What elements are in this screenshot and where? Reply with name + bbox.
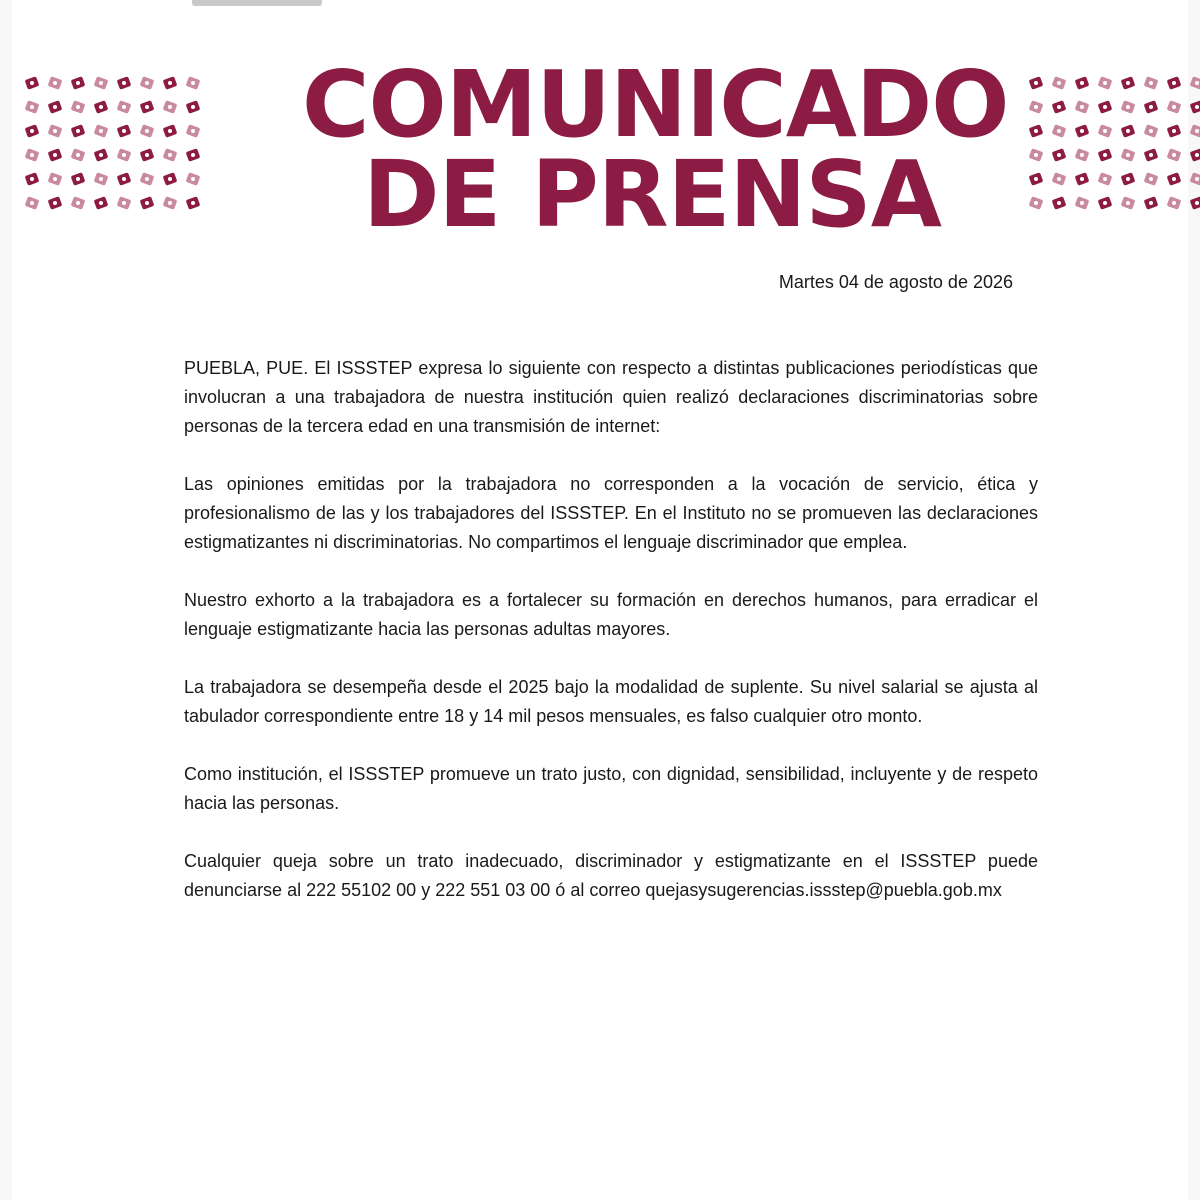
paragraph-exhortation: Nuestro exhorto a la trabajadora es a fortalecer su formación en derechos humanos, para erradicar el lenguaje estigmatizante hacia las personas adultas mayores. — [184, 590, 1038, 639]
paragraph-institution: Como institución, el ISSSTEP promueve un trato justo, con dignidad, sensibilidad, incluyente y de respeto hacia las personas. — [184, 764, 1038, 813]
pattern-motif — [1121, 148, 1136, 162]
pattern-motif — [117, 76, 132, 90]
top-logo-remnant — [192, 0, 322, 6]
pattern-motif — [1075, 196, 1090, 210]
pattern-motif — [1144, 172, 1159, 186]
pattern-motif — [1167, 172, 1182, 186]
pattern-motif — [163, 100, 178, 114]
pattern-motif — [1098, 172, 1113, 186]
pattern-motif — [1098, 196, 1113, 210]
pattern-motif — [1098, 100, 1113, 114]
pattern-motif — [1167, 196, 1182, 210]
pattern-motif — [1098, 148, 1113, 162]
paragraph-complaints: Cualquier queja sobre un trato inadecuado, discriminador y estigmatizante en el ISSSTEP puede denunciarse al 222 55102 00 y 222 551 03 00 ó al correo quejasysugerencias.issstep@puebla.gob.mx — [184, 851, 1038, 900]
pattern-motif — [1052, 172, 1067, 186]
pattern-motif — [1167, 76, 1182, 90]
pattern-motif — [48, 76, 63, 90]
pattern-motif — [140, 124, 155, 138]
pattern-motif — [163, 76, 178, 90]
pattern-motif — [117, 172, 132, 186]
release-body — [184, 354, 1038, 905]
pattern-motif — [94, 196, 109, 210]
pattern-motif — [1075, 100, 1090, 114]
pattern-motif — [71, 172, 86, 186]
pattern-motif — [1190, 172, 1200, 186]
paragraph-salary: La trabajadora se desempeña desde el 2025 bajo la modalidad de suplente. Su nivel salarial se ajusta al tabulador correspondiente entre 18 y 14 mil pesos mensuales, es falso cualquier otro monto. — [184, 677, 1038, 726]
pattern-motif — [25, 100, 40, 114]
pattern-motif — [1029, 172, 1044, 186]
pattern-motif — [48, 172, 63, 186]
pattern-motif — [186, 196, 201, 210]
pattern-motif — [1098, 124, 1113, 138]
pattern-motif — [1052, 100, 1067, 114]
pattern-motif — [71, 124, 86, 138]
pattern-motif — [94, 148, 109, 162]
pattern-motif — [1029, 124, 1044, 138]
pattern-motif — [1029, 100, 1044, 114]
pattern-motif — [186, 124, 201, 138]
pattern-motif — [48, 124, 63, 138]
pattern-motif — [1121, 76, 1136, 90]
pattern-motif — [94, 172, 109, 186]
pattern-motif — [71, 100, 86, 114]
pattern-motif — [1144, 148, 1159, 162]
pattern-motif — [140, 196, 155, 210]
pattern-motif — [163, 172, 178, 186]
title-line-1: COMUNICADO — [302, 51, 1009, 158]
pattern-motif — [1029, 196, 1044, 210]
pattern-motif — [1052, 196, 1067, 210]
pattern-motif — [186, 172, 201, 186]
release-date: Martes 04 de agosto de 2026 — [778, 272, 1013, 292]
pattern-motif — [1052, 76, 1067, 90]
pattern-motif — [1144, 100, 1159, 114]
pattern-motif — [1144, 196, 1159, 210]
pattern-motif — [71, 76, 86, 90]
pattern-motif — [25, 172, 40, 186]
pattern-motif — [1121, 100, 1136, 114]
pattern-motif — [25, 196, 40, 210]
pattern-motif — [94, 100, 109, 114]
pattern-motif — [1029, 76, 1044, 90]
pattern-motif — [117, 100, 132, 114]
pattern-motif — [1121, 172, 1136, 186]
pattern-motif — [25, 148, 40, 162]
pattern-motif — [1167, 148, 1182, 162]
pattern-motif — [140, 172, 155, 186]
pattern-motif — [1029, 148, 1044, 162]
pattern-motif — [186, 76, 201, 90]
pattern-motif — [186, 148, 201, 162]
pattern-motif — [117, 148, 132, 162]
pattern-motif — [1052, 124, 1067, 138]
pattern-motif — [71, 196, 86, 210]
pattern-motif — [186, 100, 201, 114]
pattern-motif — [140, 76, 155, 90]
pattern-motif — [1167, 124, 1182, 138]
pattern-motif — [163, 148, 178, 162]
pattern-motif — [1190, 76, 1200, 90]
pattern-motif — [1190, 148, 1200, 162]
paragraph-opinions: Las opiniones emitidas por la trabajadora no corresponden a la vocación de servicio, ética y profesionalismo de las y los trabajadores del ISSSTEP. En el Instituto no se promueven las declaraciones estigmatizantes ni discriminatorias. No compartimos el lenguaje discriminador que emplea. — [184, 474, 1038, 552]
pattern-motif — [1190, 196, 1200, 210]
pattern-motif — [48, 148, 63, 162]
pattern-motif — [1121, 124, 1136, 138]
paragraph-intro: PUEBLA, PUE. El ISSSTEP expresa lo siguiente con respecto a distintas publicaciones periodísticas que involucran a una trabajadora de nuestra institución quien realizó declaraciones discriminatorias sobre personas de la tercera edad en una transmisión de internet: — [184, 358, 1038, 436]
pattern-motif — [25, 124, 40, 138]
pattern-motif — [48, 196, 63, 210]
title-line-2: DE PRENSA — [363, 141, 941, 248]
pattern-motif — [1167, 100, 1182, 114]
pattern-motif — [48, 100, 63, 114]
pattern-motif — [1121, 196, 1136, 210]
pattern-motif — [1190, 100, 1200, 114]
pattern-motif — [163, 196, 178, 210]
page-title — [302, 51, 1009, 248]
pattern-motif — [1075, 148, 1090, 162]
decorative-pattern-right — [1026, 72, 1200, 217]
pattern-motif — [1075, 172, 1090, 186]
press-release-page — [12, 0, 1188, 1200]
pattern-motif — [1052, 148, 1067, 162]
pattern-motif — [163, 124, 178, 138]
pattern-motif — [117, 196, 132, 210]
pattern-motif — [1075, 76, 1090, 90]
pattern-motif — [140, 148, 155, 162]
pattern-motif — [25, 76, 40, 90]
pattern-motif — [140, 100, 155, 114]
pattern-motif — [1098, 76, 1113, 90]
pattern-motif — [94, 124, 109, 138]
pattern-motif — [117, 124, 132, 138]
pattern-motif — [1144, 76, 1159, 90]
pattern-motif — [71, 148, 86, 162]
pattern-motif — [94, 76, 109, 90]
decorative-pattern-left — [22, 72, 207, 217]
pattern-motif — [1075, 124, 1090, 138]
pattern-motif — [1190, 124, 1200, 138]
pattern-motif — [1144, 124, 1159, 138]
